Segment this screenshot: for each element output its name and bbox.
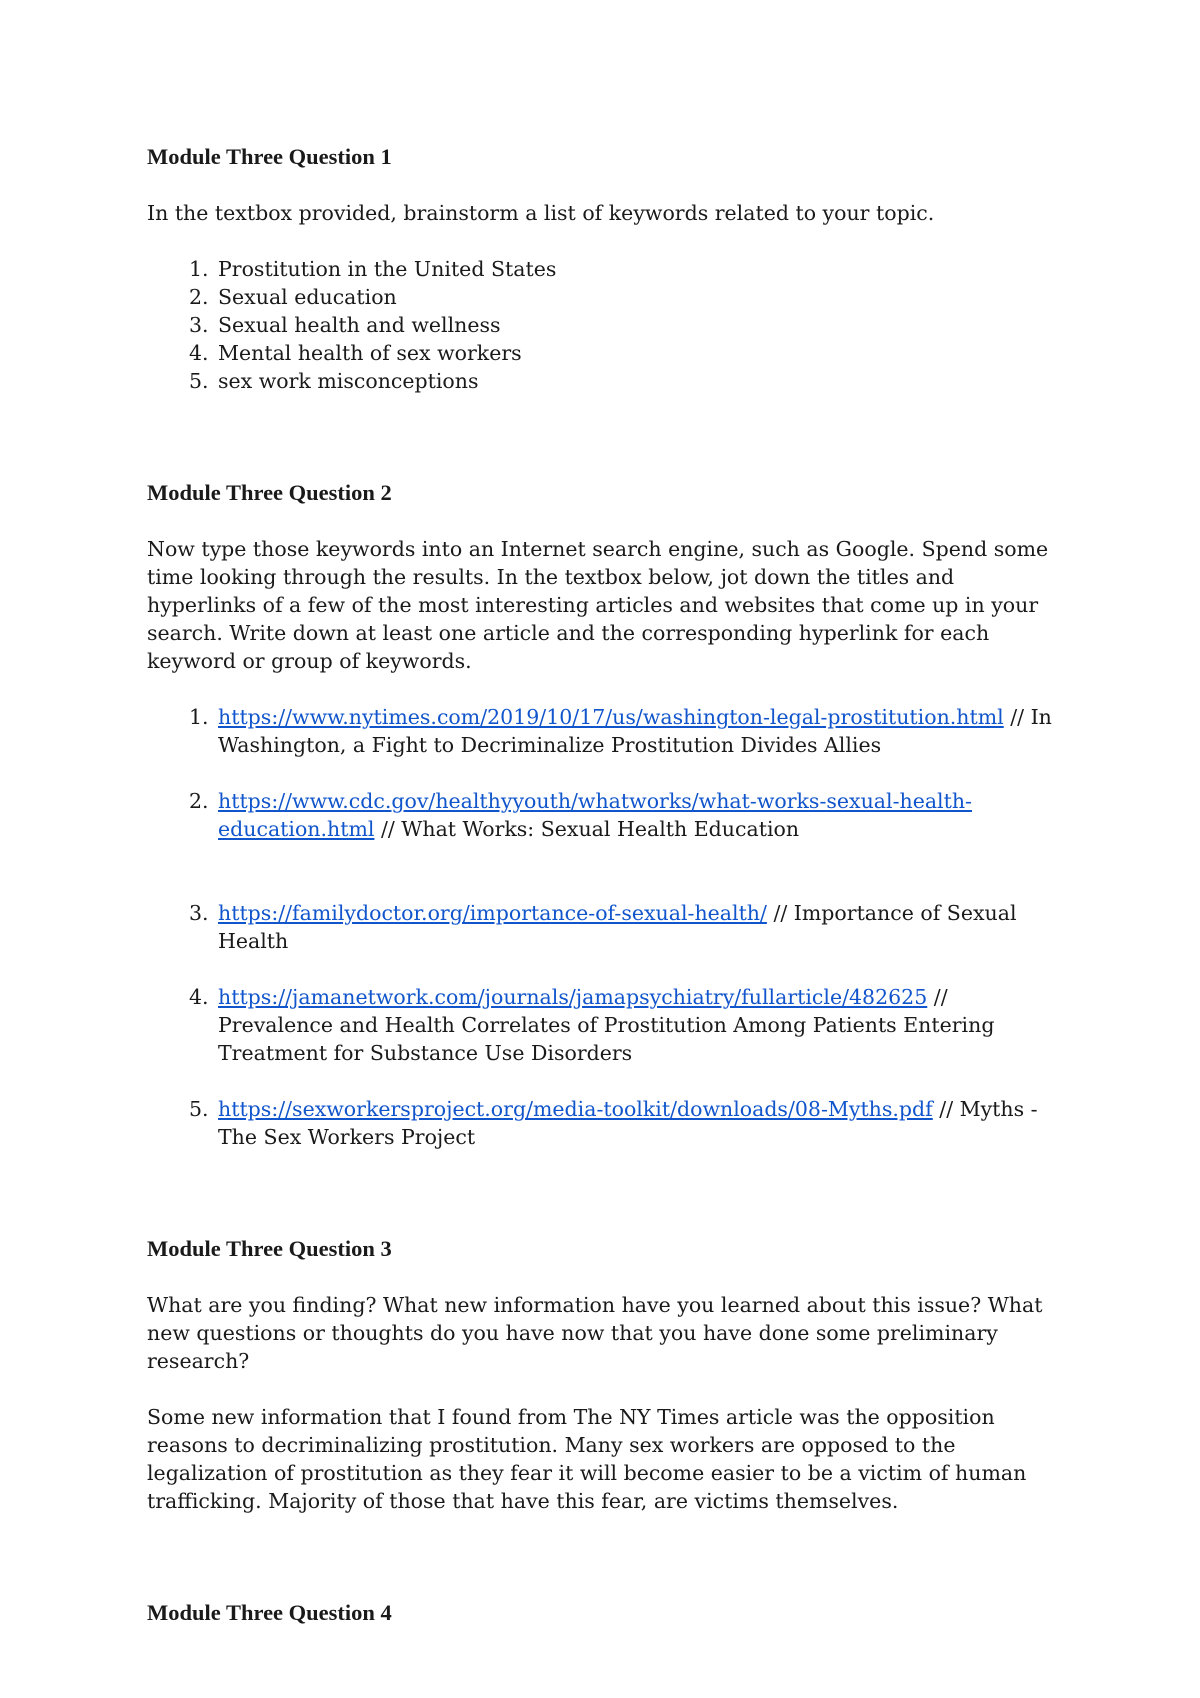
q3-prompt: What are you finding? What new information have you learned about this issue? What new questions or thoughts do you have now that you have done some preliminary research? (147, 1293, 1043, 1373)
keyword-text: Sexual education (218, 285, 397, 309)
link-cdc[interactable]: https://www.cdc.gov/healthyyouth/whatworks/what-works-sexual-health-education.html (218, 789, 972, 841)
keyword-text: Sexual health and wellness (218, 313, 501, 337)
keyword-list (147, 255, 1067, 395)
list-item: 4. Mental health of sex workers (189, 341, 522, 365)
list-item: 1. https://www.nytimes.com/2019/10/17/us/washington-legal-prostitution.html // In Washington, a Fight to Decriminalize Prostitution Divides Allies (189, 705, 1052, 757)
keyword-text: Prostitution in the United States (218, 257, 557, 281)
list-item: 4. https://jamanetwork.com/journals/jamapsychiatry/fullarticle/482625 // Prevalence and Health Correlates of Prostitution Among Patients Entering Treatment for Substance Use Disorders (189, 985, 995, 1065)
link-title: // What Works: Sexual Health Education (374, 817, 800, 841)
list-item: 2. Sexual education (189, 285, 397, 309)
list-item: 3. Sexual health and wellness (189, 313, 501, 337)
q1-prompt: In the textbox provided, brainstorm a list of keywords related to your topic. (147, 201, 935, 225)
q2-prompt: Now type those keywords into an Internet search engine, such as Google. Spend some time looking through the results. In the textbox below, jot down the titles and hyperlinks of a few of the most interesting articles and websites that come up in your search. Write down at least one article and the corresponding hyperlink for each keyword or group of keywords. (147, 537, 1049, 673)
list-item: 2. https://www.cdc.gov/healthyyouth/whatworks/what-works-sexual-health-education.html // What Works: Sexual Health Education (189, 789, 972, 841)
q3-answer: Some new information that I found from The NY Times article was the opposition reasons to decriminalizing prostitution. Many sex workers are opposed to the legalization of prostitution as they fear it will become easier to be a victim of human trafficking. Majority of those that have this fear, are victims themselves. (147, 1405, 1027, 1513)
list-item: 5. https://sexworkersproject.org/media-toolkit/downloads/08-Myths.pdf // Myths - The Sex Workers Project (189, 1097, 1038, 1149)
link-list (147, 703, 1067, 1151)
keyword-text: sex work misconceptions (218, 369, 479, 393)
q4-heading: Module Three Question 4 (147, 1600, 392, 1625)
list-item: 3. https://familydoctor.org/importance-of-sexual-health/ // Importance of Sexual Health (189, 901, 1017, 953)
link-title: // Myths - The Sex Workers Project (218, 1097, 1038, 1149)
q3-heading: Module Three Question 3 (147, 1236, 392, 1261)
list-item: 5. sex work misconceptions (189, 369, 479, 393)
link-jamanetwork[interactable]: https://jamanetwork.com/journals/jamapsychiatry/fullarticle/482625 (218, 985, 928, 1009)
link-title: // Prevalence and Health Correlates of Prostitution Among Patients Entering Treatment for Substance Use Disorders (218, 985, 995, 1065)
document-content (147, 143, 1067, 1627)
link-sexworkersproject[interactable]: https://sexworkersproject.org/media-toolkit/downloads/08-Myths.pdf (218, 1097, 933, 1121)
link-title: // Importance of Sexual Health (218, 901, 1017, 953)
q2-heading: Module Three Question 2 (147, 480, 392, 505)
keyword-text: Mental health of sex workers (218, 341, 522, 365)
link-familydoctor[interactable]: https://familydoctor.org/importance-of-sexual-health/ (218, 901, 767, 925)
list-item: 1. Prostitution in the United States (189, 257, 557, 281)
link-title: // In Washington, a Fight to Decriminalize Prostitution Divides Allies (218, 705, 1052, 757)
q1-heading: Module Three Question 1 (147, 144, 392, 169)
link-nytimes[interactable]: https://www.nytimes.com/2019/10/17/us/washington-legal-prostitution.html (218, 705, 1004, 729)
